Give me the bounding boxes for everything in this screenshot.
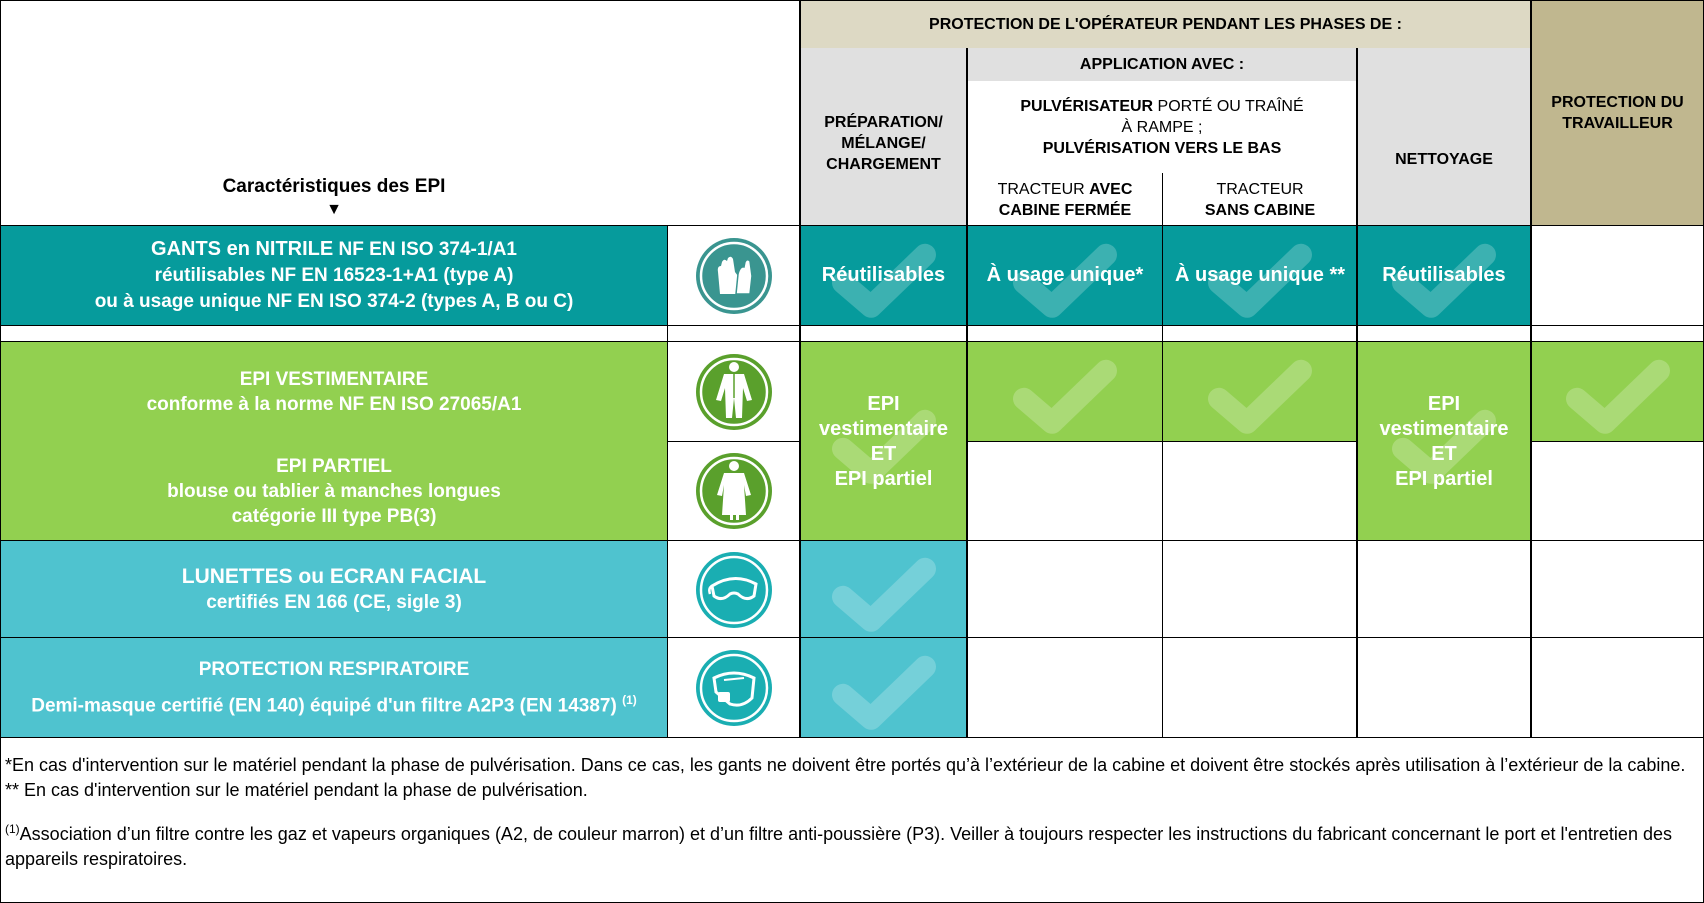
cell-lunettes-preparation: [800, 541, 967, 638]
check-mark-icon: [1563, 356, 1673, 436]
respirator-icon: [694, 648, 774, 728]
check-mark-icon: [829, 554, 939, 634]
header-pulverisateur: PULVÉRISATEUR PORTÉ OU TRAÎNÉ À RAMPE ; PULVÉRISATION VERS LE BAS: [1020, 97, 1304, 157]
header-top-title: PROTECTION DE L'OPÉRATEUR PENDANT LES PHASES DE :: [800, 0, 1531, 48]
cell-epi-nettoyage-merged: EPI vestimentaire ET EPI partiel: [1357, 342, 1531, 541]
row-lunettes-label: LUNETTES ou ECRAN FACIAL certifiés EN 166 (CE, sigle 3): [0, 541, 668, 638]
footnotes: [5, 753, 1695, 872]
header-protection-travailleur: PROTECTION DU TRAVAILLEUR: [1531, 0, 1704, 226]
row-gants-label: GANTS en NITRILE NF EN ISO 374-1/A1 réutilisables NF EN 16523-1+A1 (type A) ou à usage unique NF EN ISO 374-2 (types A, B ou C): [0, 226, 668, 325]
coverall-icon: [694, 352, 774, 432]
cell-vestimentaire-travailleur: [1531, 342, 1704, 441]
header-tracteur-avec-cabine: TRACTEUR AVEC CABINE FERMÉE: [997, 180, 1133, 219]
cell-epi-preparation-merged: EPI vestimentaire ET EPI partiel: [800, 342, 967, 541]
row-vestimentaire-label: EPI VESTIMENTAIRE conforme à la norme NF EN ISO 27065/A1: [0, 342, 668, 441]
row-vestimentaire-icon-cell: [668, 342, 800, 441]
footnote-1: *En cas d'intervention sur le matériel pendant la phase de pulvérisation. Dans ce cas, les gants ne doivent être portés qu’à l’extérieur de la cabine et doivent être stockés après utilisation à l’extérieur de la cabine.: [5, 755, 1686, 775]
header-caracteristiques: Caractéristiques des EPI ▼: [222, 176, 446, 218]
check-mark-icon: [1010, 356, 1120, 436]
header-application-avec: APPLICATION AVEC :: [967, 48, 1357, 81]
footnote-3: $^{(1)}$Association d’un filtre contre les gaz et vapeurs organiques (A2, de couleur marron) et d’un filtre anti-poussière (P3). Veiller à toujours respecter les instructions du fabricant concernant le port et l'entretien des appareils respiratoires.: [5, 822, 1672, 869]
header-tracteur-sans-cabine: TRACTEUR SANS CABINE: [1204, 180, 1316, 219]
goggles-icon: [694, 550, 774, 630]
check-mark-icon: [1205, 356, 1315, 436]
footnote-2: ** En cas d'intervention sur le matériel pendant la phase de pulvérisation.: [5, 780, 588, 800]
cell-gants-preparation: Réutilisables: [800, 226, 967, 325]
row-gants-icon-cell: [668, 226, 800, 325]
cell-vestimentaire-tracteur-avec: [967, 342, 1163, 441]
check-mark-icon: [829, 653, 939, 733]
cell-respiratoire-preparation: [800, 638, 967, 738]
row-respiratoire-icon-cell: [668, 638, 800, 738]
row-partiel-label: EPI PARTIEL blouse ou tablier à manches longues catégorie III type PB(3): [0, 441, 668, 541]
cell-gants-tracteur-avec: À usage unique*: [967, 226, 1163, 325]
gloves-icon: [694, 236, 774, 316]
header-preparation: PRÉPARATION/ MÉLANGE/ CHARGEMENT: [800, 48, 967, 226]
cell-gants-tracteur-sans: À usage unique **: [1163, 226, 1357, 325]
cell-gants-nettoyage: Réutilisables: [1357, 226, 1531, 325]
cell-vestimentaire-tracteur-sans: [1163, 342, 1357, 441]
row-lunettes-icon-cell: [668, 541, 800, 638]
row-partiel-icon-cell: [668, 441, 800, 541]
apron-icon: [694, 451, 774, 531]
header-nettoyage: NETTOYAGE: [1357, 48, 1531, 226]
row-respiratoire-label: PROTECTION RESPIRATOIRE Demi-masque certifié (EN 140) équipé d'un filtre A2P3 (EN 14387) $^{(1)}$: [0, 638, 668, 738]
